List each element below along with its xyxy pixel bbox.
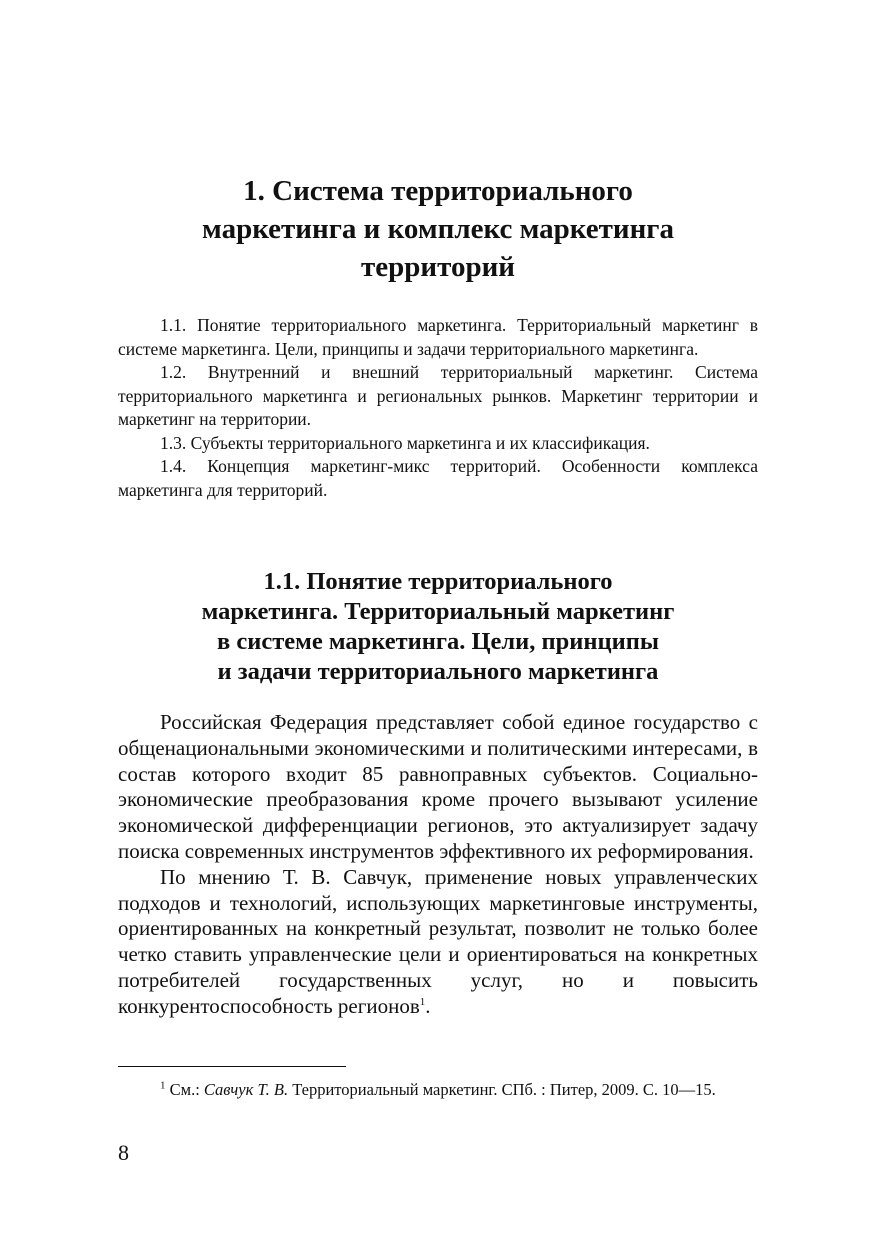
chapter-title-line: территорий [361,251,515,283]
body-paragraph-text: По мнению Т. В. Савчук, применение новых управленческих подходов и технологий, использующих маркетинговые инструменты, ориентированных на конкретный результат, позволит не только более четко ставить управленческие цели и ориентироваться на конкретных потребителей государственных услуг, но и повысить конкурентоспособность регионов [118,864,758,1018]
chapter-contents [118,314,758,502]
body-text [118,710,758,1020]
contents-item-1-3: 1.3. Субъекты территориального маркетинга и их классификация. [160,432,650,453]
footnote [118,1078,758,1101]
chapter-title [118,172,758,286]
footnote-citation: Территориальный маркетинг. СПб. : Питер, 2009. С. 10—15. [288,1080,716,1099]
contents-item-1-2: 1.2. Внутренний и внешний территориальный маркетинг. Система территориального маркетинга и региональных рынков. Маркетинг территории и маркетинг на территории. [118,362,758,429]
body-paragraph: Российская Федерация представляет собой единое государство с общенациональными экономическими и политическими интересами, в состав которого входит 85 равноправных субъектов. Социально-экономические преобразования кроме прочего вызывают усиление экономической дифференциации регионов, это актуализирует задачу поиска современных инструментов эффективного их реформирования. [118,710,758,863]
footnote-text [118,1078,758,1101]
footnote-prefix: См.: [165,1080,204,1099]
footnote-author: Савчук Т. В. [203,1080,289,1099]
chapter-title-line: 1. Система территориального [243,175,633,207]
body-paragraph [118,865,758,1020]
section-title-line: в системе маркетинга. Цели, принципы [217,628,659,655]
page-number: 8 [118,1140,129,1165]
footnote-marker: 1 [160,1079,166,1092]
contents-item-1-4: 1.4. Концепция маркетинг-микс территорий. Особенности комплекса маркетинга для территорий. [118,456,758,500]
section-title-line: и задачи территориального маркетинга [217,658,659,685]
section-title-line: маркетинга. Территориальный маркетинг [201,598,675,625]
footnote-reference[interactable]: 1 [419,995,426,1008]
chapter-title-line: маркетинга и комплекс маркетинга [202,213,674,245]
contents-item-1-1: 1.1. Понятие территориального маркетинга. Территориальный маркетинг в системе маркетинга. Цели, принципы и задачи территориального маркетинга. [118,315,758,359]
section-title [118,567,758,687]
footnote-separator [118,1066,346,1067]
section-title-line: 1.1. Понятие территориального [263,568,613,595]
body-paragraph-end: . [425,993,431,1018]
